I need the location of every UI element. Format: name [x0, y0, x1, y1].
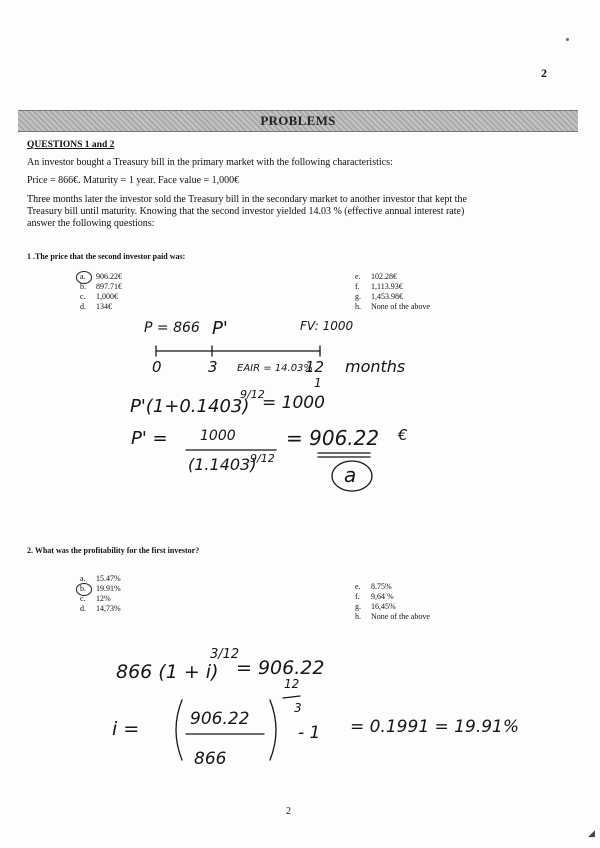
selected-answer-circle	[76, 583, 92, 596]
option-text: None of the above	[371, 612, 430, 621]
hw2-eq1-exp: 3/12	[210, 647, 240, 662]
problems-banner	[18, 110, 578, 132]
hw-p-prime: P'	[212, 318, 228, 339]
option-row[interactable]	[355, 602, 430, 612]
option-text: 12%	[96, 594, 111, 603]
hw-eq1-exp: 9/12	[240, 388, 265, 401]
option-text: 8.75%	[371, 582, 392, 591]
hw-t1: 1	[314, 376, 322, 390]
intro-line-4: Treasury bill until maturity. Knowing that the second investor yielded 14.03 % (effective annual interest rate)	[27, 206, 465, 217]
hw-eq1-right: = 1000	[262, 393, 325, 413]
option-letter: a.	[80, 272, 86, 281]
option-letter: g.	[355, 292, 361, 301]
hw2-left-paren	[176, 700, 182, 760]
hw2-i-label: i =	[112, 718, 140, 740]
option-text: 897.71€	[96, 282, 122, 291]
option-text: 19.91%	[96, 584, 121, 593]
option-text: 1,000€	[96, 292, 118, 301]
option-letter: b.	[80, 282, 86, 291]
option-text: 1,113.93€	[371, 282, 403, 291]
banner-title: PROBLEMS	[260, 113, 336, 128]
option-letter: b.	[80, 584, 86, 593]
question-1-title: 1 .The price that the second investor paid was:	[27, 252, 186, 261]
hw-eq2-left: P' =	[131, 428, 168, 449]
option-text: 134€	[96, 302, 112, 311]
selected-answer-circle	[76, 271, 92, 284]
page-number-bottom: 2	[286, 806, 291, 817]
question-1-handwriting	[0, 300, 600, 500]
option-text: 14,73%	[96, 604, 121, 613]
option-text: 906.22€	[96, 272, 122, 281]
option-letter: d.	[80, 302, 86, 311]
scan-dot	[566, 38, 569, 41]
option-letter: h.	[355, 612, 361, 621]
intro-line-1: An investor bought a Treasury bill in the primary market with the following characteristics:	[27, 157, 393, 168]
option-text: 15.47%	[96, 574, 121, 583]
hw-answer: a	[344, 463, 357, 487]
option-letter: a.	[80, 574, 86, 583]
intro-line-5: answer the following questions:	[27, 218, 155, 229]
intro-line-3: Three months later the investor sold the Treasury bill in the secondary market to another investor that kept the	[27, 194, 467, 205]
corner-mark: ◢	[588, 828, 595, 838]
option-row[interactable]	[355, 592, 430, 602]
hw-euro: €	[398, 426, 408, 444]
option-letter: f.	[355, 282, 360, 291]
hw2-eq1-right: = 906.22	[236, 657, 325, 679]
option-row[interactable]	[355, 612, 430, 622]
hw2-frac-den: 866	[194, 749, 227, 769]
hw2-exp-den: 3	[294, 701, 302, 715]
hw-fv: FV: 1000	[300, 319, 354, 333]
intro-line-2: Price = 866€. Maturity = 1 year. Face value = 1,000€	[27, 175, 240, 186]
section-heading: QUESTIONS 1 and 2	[27, 140, 115, 150]
hw-eq1-left: P'(1+0.1403)	[130, 396, 250, 417]
hw-eq2-den: (1.1403)	[188, 455, 257, 474]
option-text: 16,45%	[371, 602, 396, 611]
hw-eq2-num: 1000	[200, 428, 236, 444]
option-letter: g.	[355, 602, 361, 611]
option-text: 102.28€	[371, 272, 397, 281]
hw2-minus-one: - 1	[298, 723, 321, 743]
question-2-options-right	[355, 582, 430, 622]
hw-eq2-result: = 906.22	[286, 426, 380, 450]
hw2-exp-num: 12	[284, 677, 300, 691]
option-letter: f.	[355, 592, 360, 601]
option-text: None of the above	[371, 302, 430, 311]
hw2-eq1-left: 866 (1 + i)	[116, 661, 219, 683]
hw-p-label: P = 866	[144, 320, 200, 336]
hw-t0: 0	[152, 358, 162, 376]
hw-t3: 3	[208, 358, 218, 376]
question-2-handwriting	[0, 630, 600, 790]
option-text: 9,64 %	[371, 592, 394, 601]
hw-months: months	[345, 357, 406, 376]
option-row[interactable]	[355, 272, 430, 282]
hw-t12: 12	[305, 358, 325, 376]
option-letter: c.	[80, 292, 86, 301]
hw2-right-paren	[270, 700, 276, 760]
page-number-top: 2	[541, 66, 547, 80]
option-row[interactable]	[80, 604, 121, 614]
option-letter: e.	[355, 272, 361, 281]
hw2-exp-bar	[283, 696, 300, 698]
hw2-result: = 0.1991 = 19.91%	[350, 717, 520, 737]
option-letter: c.	[80, 594, 86, 603]
option-letter: e.	[355, 582, 361, 591]
hw2-frac-num: 906.22	[190, 709, 250, 729]
hw-ear: EAIR = 14.03%	[237, 363, 313, 374]
option-row[interactable]	[355, 282, 430, 292]
option-letter: d.	[80, 604, 86, 613]
option-letter: h.	[355, 302, 361, 311]
hw-eq2-den-exp: 9/12	[250, 452, 275, 465]
option-row[interactable]	[355, 582, 430, 592]
option-text: 1,453.98€	[371, 292, 403, 301]
question-2-title: 2. What was the profitability for the first investor?	[27, 546, 200, 555]
